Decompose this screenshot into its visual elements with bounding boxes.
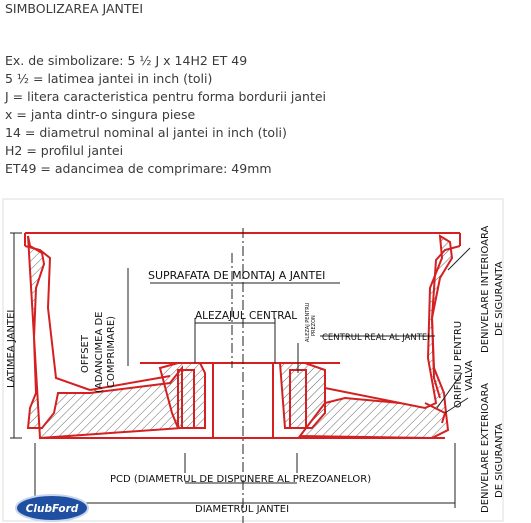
label-outer-level-1: DENIVELARE EXTERIOARA — [480, 383, 491, 513]
label-inner-level-1: DENIVELARE INTERIOARA — [480, 225, 491, 353]
diameter-line: 14 = diametrul nominal al jantei in inch (toli) — [5, 125, 287, 140]
label-rim-width: LATIMEA JANTEI — [6, 309, 17, 388]
clubford-logo — [16, 495, 88, 521]
label-inner-level-2: DE SIGURANTA — [494, 261, 505, 336]
label-offset-1: OFFSET — [80, 335, 91, 373]
width-explanation-line: 5 ½ = latimea jantei in inch (toli) — [5, 71, 213, 86]
symbol-example-line: Ex. de simbolizare: 5 ½ J x 14H2 ET 49 — [5, 53, 248, 68]
label-offset-3: COMPRIMARE) — [106, 315, 117, 388]
label-real-center: CENTRUL REAL AL JANTEI — [322, 333, 430, 343]
label-bolt-bore-2: PREZON — [311, 315, 317, 336]
offset-line: ET49 = adancimea de comprimare: 49mm — [5, 161, 272, 176]
label-valve-1: ORIFICIU PENTRU — [453, 320, 464, 408]
label-valve-2: VALVA — [464, 360, 475, 391]
label-bolt-bore-1: ALEZAJ PENTRU — [305, 302, 311, 342]
page-title: SIMBOLIZAREA JANTEI — [5, 1, 144, 16]
label-pcd: PCD (DIAMETRUL DE DISPUNERE AL PREZOANELOR) — [110, 474, 372, 485]
logo-text: ClubFord — [25, 503, 79, 515]
rim-cross-section-diagram — [0, 198, 531, 523]
one-piece-line: x = janta dintr-o singura piese — [5, 107, 196, 122]
profile-line: H2 = profilul jantei — [5, 143, 124, 158]
label-offset-2: (ADANCIMEA DE — [94, 311, 105, 393]
label-outer-level-2: DE SIGURANTA — [494, 423, 505, 498]
label-mount-surface: SUPRAFATA DE MONTAJ A JANTEI — [148, 269, 326, 282]
label-center-bore: ALEZAJUL CENTRAL — [195, 310, 298, 322]
flange-letter-line: J = litera caracteristica pentru forma bordurii jantei — [5, 89, 327, 104]
label-rim-diameter: DIAMETRUL JANTEI — [195, 504, 290, 515]
